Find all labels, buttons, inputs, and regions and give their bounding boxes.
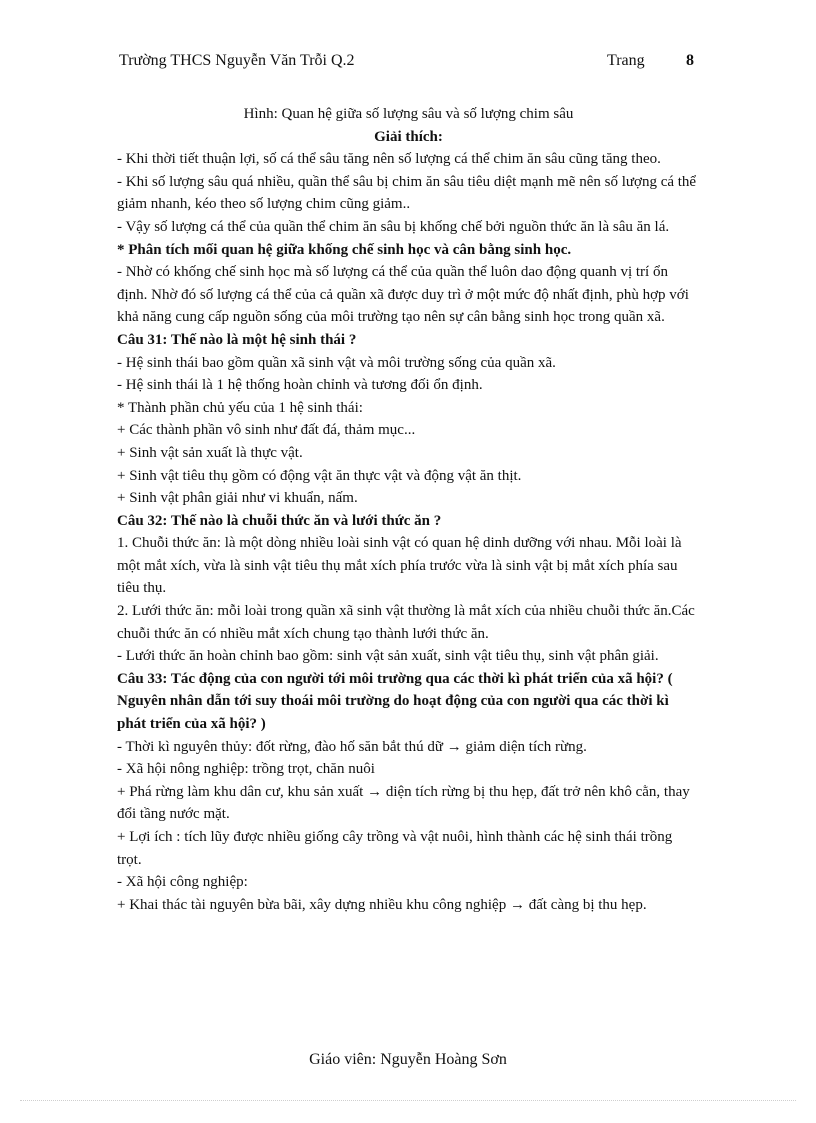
paragraph: + Sinh vật phân giải như vi khuẩn, nấm. [117, 490, 358, 507]
paragraph: 2. Lưới thức ăn: mỗi loài trong quần xã sinh vật thường là mắt xích của nhiều chuỗi thức ăn.Các chuỗi thức ăn có nhiều mắt xích chung tạo thành lưới thức ăn. [117, 603, 695, 642]
paragraph: + Sinh vật tiêu thụ gồm có động vật ăn thực vật và động vật ăn thịt. [117, 467, 522, 484]
paragraph: 1. Chuỗi thức ăn: là một dòng nhiều loài sinh vật có quan hệ dinh dưỡng với nhau. Mỗi loài là một mắt xích, vừa là sinh vật tiêu thụ mắt xích phía trước vừa là sinh vật bị mắt xích phía sau tiêu thụ. [117, 535, 682, 597]
paragraph: - Xã hội công nghiệp: [117, 874, 248, 891]
explain-title: Giải thích: [374, 128, 443, 145]
paragraph: - Hệ sinh thái là 1 hệ thống hoàn chỉnh và tương đối ổn định. [117, 377, 483, 394]
paragraph: + Lợi ích : tích lũy được nhiều giống cây trồng và vật nuôi, hình thành các hệ sinh thái trồng trọt. [117, 829, 673, 868]
school-name: Trường THCS Nguyễn Văn Trỗi Q.2 [119, 52, 355, 69]
page-header [119, 52, 699, 76]
paragraph: - Nhờ có khống chế sinh học mà số lượng cá thể của quần thể luôn dao động quanh vị trí ổn định. Nhờ đó số lượng cá thể của cả quần xã được duy trì ở một mức độ nhất định, phù hợp với khả năng cung cấp nguồn sống của môi trường tạo nên sự cân bằng sinh học trong quần xã. [117, 264, 689, 326]
page-label: Trang [607, 52, 645, 69]
paragraph: + Khai thác tài nguyên bừa bãi, xây dựng nhiều khu công nghiệp → đất càng bị thu hẹp. [117, 896, 647, 913]
paragraph: * Thành phần chủ yếu của 1 hệ sinh thái: [117, 399, 363, 416]
document-body [117, 103, 700, 916]
section-heading: * Phân tích mối quan hệ giữa khống chế sinh học và cân bằng sinh học. [117, 241, 572, 258]
page-number: 8 [686, 52, 694, 69]
figure-caption: Hình: Quan hệ giữa số lượng sâu và số lượng chim sâu [243, 106, 574, 122]
paragraph: - Xã hội nông nghiệp: trồng trọt, chăn nuôi [117, 761, 375, 778]
paragraph: + Phá rừng làm khu dân cư, khu sản xuất → diện tích rừng bị thu hẹp, đất trở nên khô cằn, thay đổi tầng nước mặt. [117, 783, 690, 823]
paragraph: - Thời kì nguyên thủy: đốt rừng, đào hố săn bắt thú dữ → giảm diện tích rừng. [117, 738, 587, 755]
paragraph: - Hệ sinh thái bao gồm quần xã sinh vật và môi trường sống của quần xã. [117, 354, 556, 371]
page-footer [0, 1051, 816, 1069]
paragraph: - Vậy số lượng cá thể của quần thể chim ăn sâu bị khống chế bởi nguồn thức ăn là sâu ăn lá. [117, 218, 670, 235]
question-heading: Câu 32: Thế nào là chuỗi thức ăn và lưới thức ăn ? [117, 512, 442, 529]
question-heading: Câu 31: Thế nào là một hệ sinh thái ? [117, 331, 357, 348]
paragraph: - Lưới thức ăn hoàn chỉnh bao gồm: sinh vật sản xuất, sinh vật tiêu thụ, sinh vật phân giải. [117, 648, 659, 665]
paragraph: - Khi thời tiết thuận lợi, số cá thể sâu tăng nên số lượng cá thể chim ăn sâu cũng tăng theo. [117, 151, 661, 168]
paragraph: - Khi số lượng sâu quá nhiều, quần thể sâu bị chim ăn sâu tiêu diệt mạnh mẽ nên số lượng cá thể giảm nhanh, kéo theo số lượng chim cũng giảm.. [117, 173, 697, 213]
teacher-name: Giáo viên: Nguyễn Hoàng Sơn [309, 1051, 507, 1068]
paragraph: + Các thành phần vô sinh như đất đá, thảm mục... [117, 422, 416, 439]
page-divider [20, 1100, 796, 1101]
paragraph: + Sinh vật sản xuất là thực vật. [117, 444, 303, 461]
question-heading: Câu 33: Tác động của con người tới môi trường qua các thời kì phát triển của xã hội? ( Nguyên nhân dẫn tới suy thoái môi trường do hoạt động của con người qua các thời kì phát triển của xã hội? ) [117, 670, 673, 733]
